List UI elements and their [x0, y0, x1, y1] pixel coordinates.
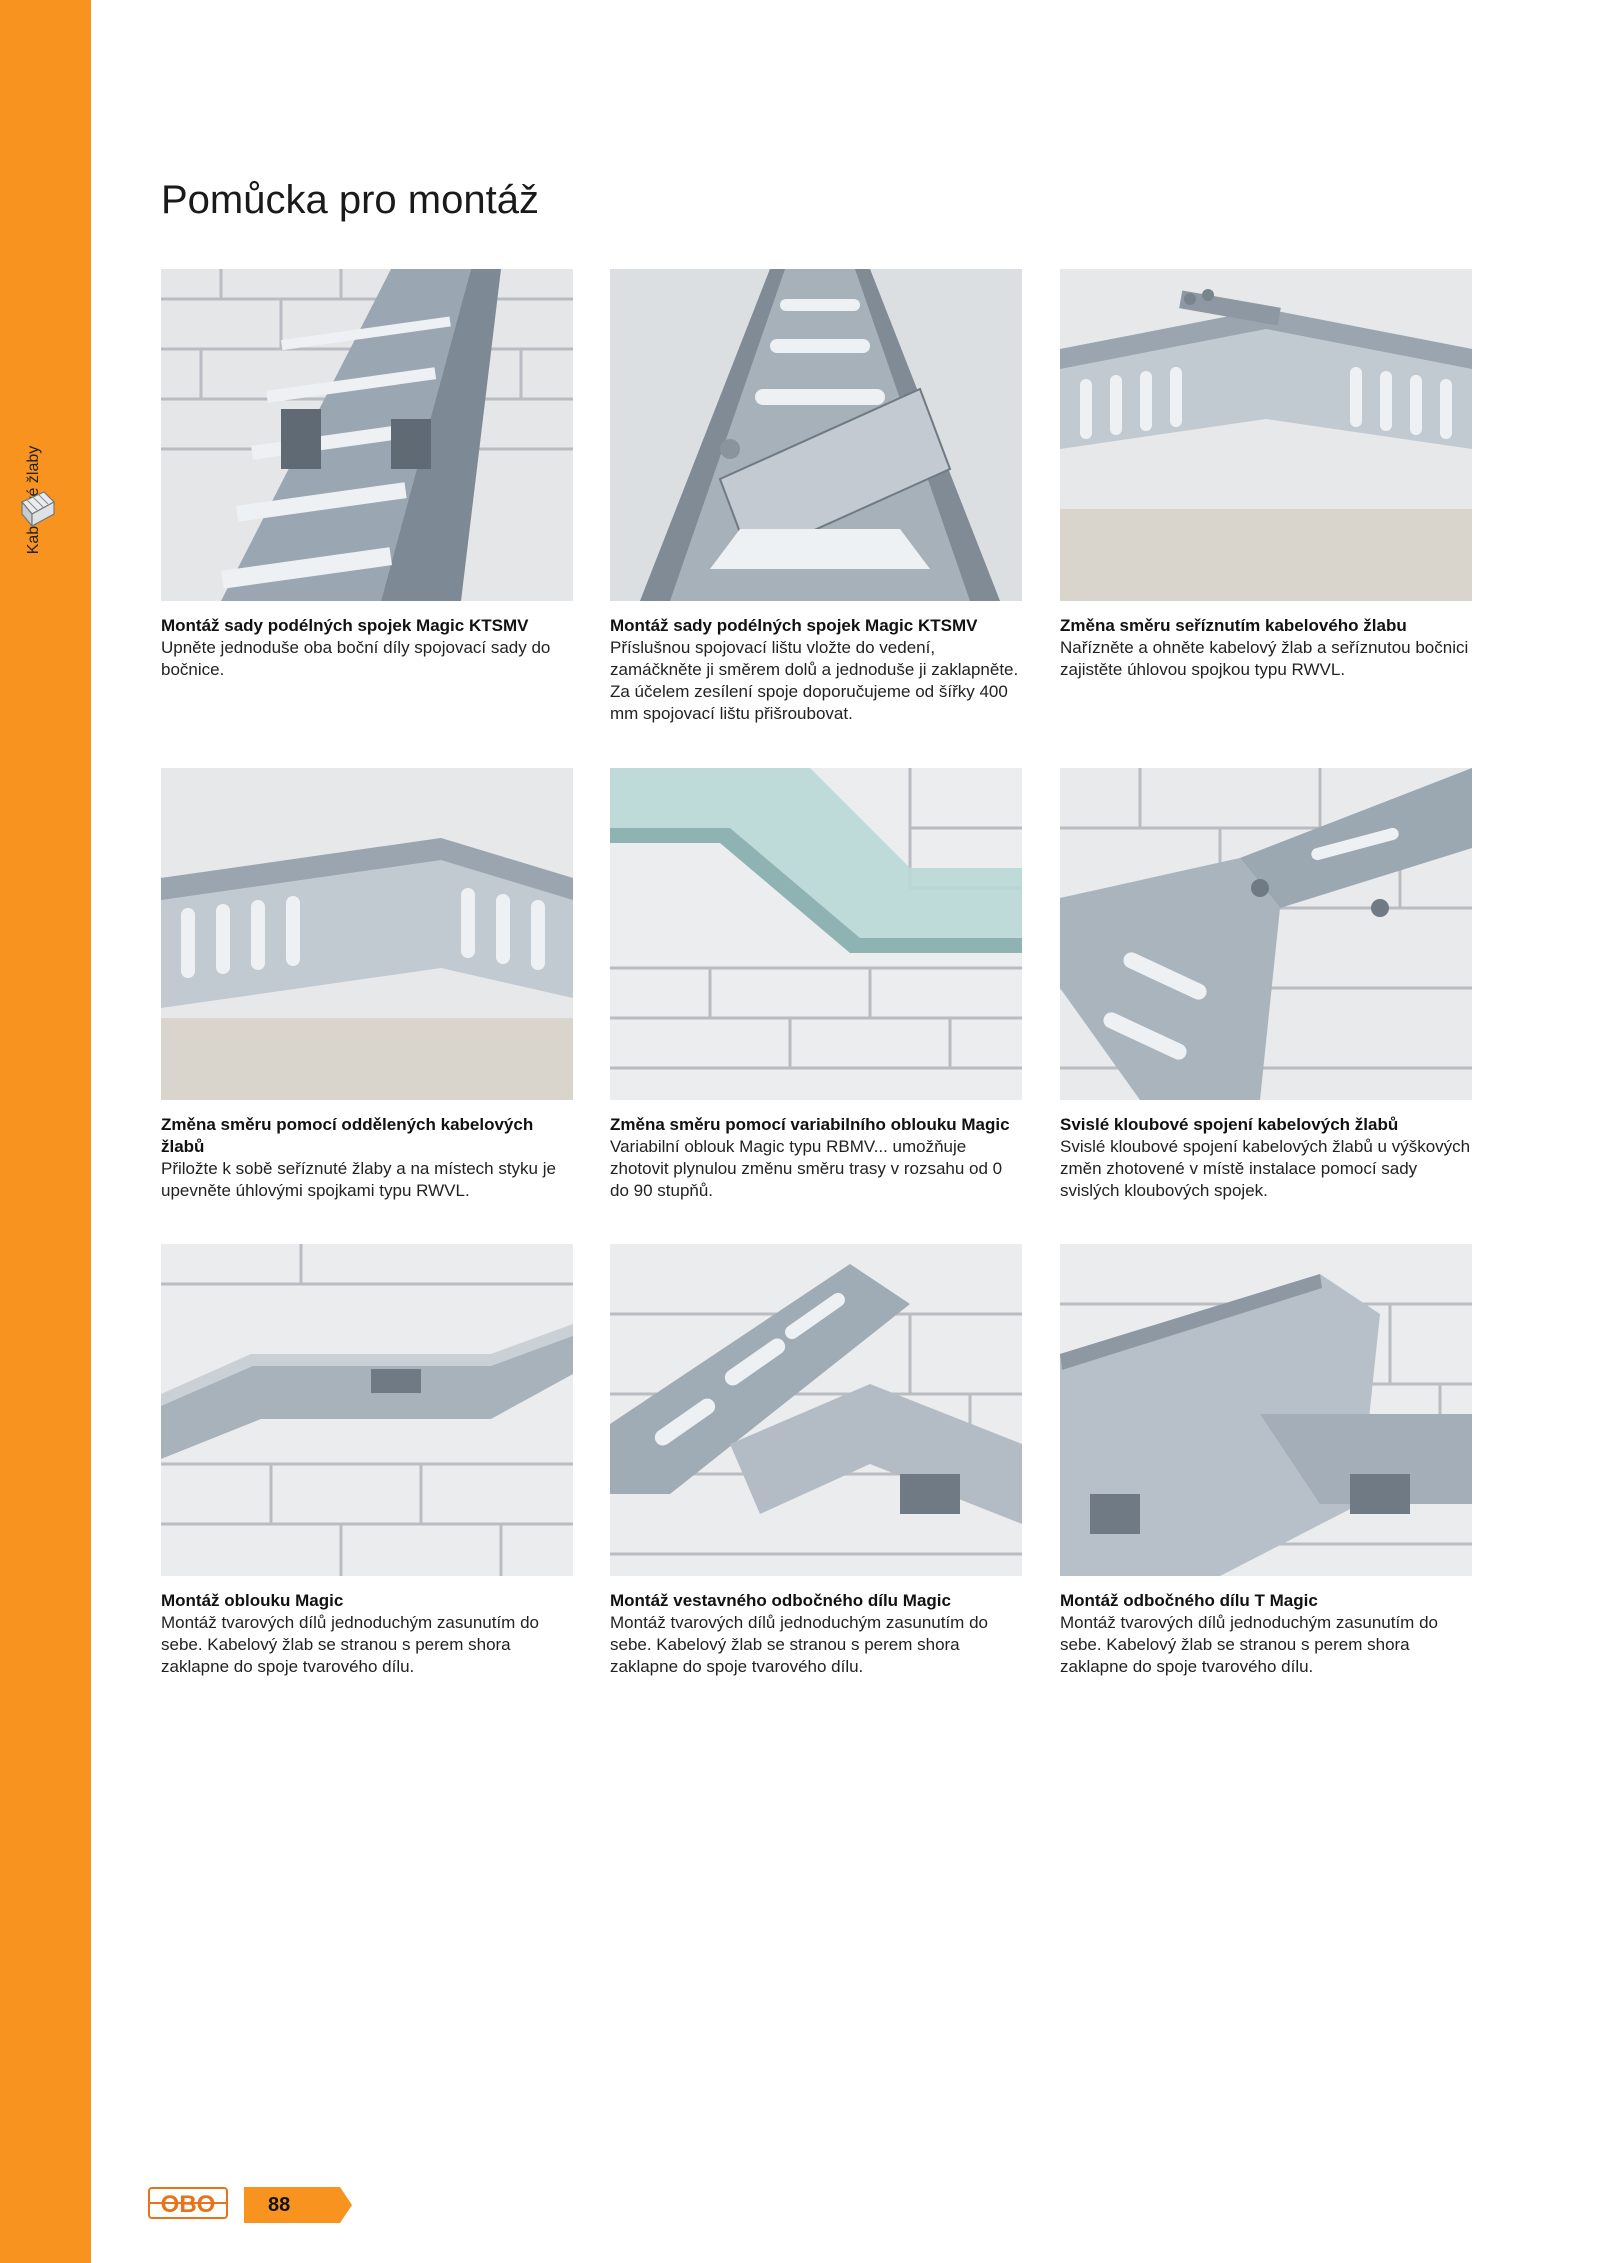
card-5	[610, 768, 1022, 1202]
photo-magic-bend	[161, 1244, 573, 1576]
card-text: Svislé kloubové spojení kabelových žlabů u výškových změn zhotovené v místě instalace pomocí sady svislých kloubových spojek.	[1060, 1137, 1471, 1200]
card-title: Montáž vestavného odbočného dílu Magic	[610, 1591, 951, 1610]
card-6	[1060, 768, 1472, 1202]
card-3	[1060, 269, 1472, 681]
card-title: Montáž sady podélných spojek Magic KTSMV	[610, 616, 978, 635]
card-4	[161, 768, 573, 1202]
card-text: Montáž tvarových dílů jednoduchým zasunutím do sebe. Kabelový žlab se stranou s perem shora zaklapne do spoje tvarového dílu.	[1060, 1613, 1438, 1676]
photo-longitudinal-connector-1	[161, 269, 573, 601]
card-text: Montáž tvarových dílů jednoduchým zasunutím do sebe. Kabelový žlab se stranou s perem shora zaklapne do spoje tvarového dílu.	[161, 1613, 539, 1676]
photo-t-branch	[1060, 1244, 1472, 1576]
card-title: Změna směru seříznutím kabelového žlabu	[1060, 616, 1407, 635]
page-number-tab	[244, 2187, 352, 2223]
page-title: Pomůcka pro montáž	[161, 178, 539, 222]
photo-separate-trays	[161, 768, 573, 1100]
card-2	[610, 269, 1022, 725]
side-bar	[0, 0, 91, 2263]
card-7	[161, 1244, 573, 1678]
card-text: Upněte jednoduše oba boční díly spojovací sady do bočnice.	[161, 638, 551, 679]
card-8	[610, 1244, 1022, 1678]
card-9	[1060, 1244, 1472, 1678]
card-text: Příslušnou spojovací lištu vložte do vedení, zamáčkněte ji směrem dolů a jednoduše ji zaklapněte. Za účelem zesílení spoje doporučujeme od šířky 400 mm spojovací lištu přišroubovat.	[610, 638, 1019, 723]
card-title: Montáž oblouku Magic	[161, 1591, 344, 1610]
card-text: Variabilní oblouk Magic typu RBMV... umožňuje zhotovit plynulou změnu směru trasy v rozsahu od 0 do 90 stupňů.	[610, 1137, 1003, 1200]
page-number: 88	[268, 2194, 291, 2216]
obo-logo	[148, 2187, 228, 2219]
card-title: Svislé kloubové spojení kabelových žlabů	[1060, 1115, 1399, 1134]
logo-text: OBO	[160, 2191, 216, 2218]
photo-variable-bend	[610, 768, 1022, 1100]
photo-cut-direction-change	[1060, 269, 1472, 601]
card-1	[161, 269, 573, 681]
photo-longitudinal-connector-2	[610, 269, 1022, 601]
card-title: Změna směru pomocí variabilního oblouku Magic	[610, 1115, 1010, 1134]
card-text: Přiložte k sobě seříznuté žlaby a na místech styku je upevněte úhlovými spojkami typu RWVL.	[161, 1159, 556, 1200]
card-title: Změna směru pomocí oddělených kabelových žlabů	[161, 1115, 534, 1156]
photo-builtin-branch	[610, 1244, 1022, 1576]
card-title: Montáž odbočného dílu T Magic	[1060, 1591, 1318, 1610]
cable-tray-icon	[18, 488, 56, 530]
card-title: Montáž sady podélných spojek Magic KTSMV	[161, 616, 529, 635]
photo-vertical-hinge	[1060, 768, 1472, 1100]
card-text: Nařízněte a ohněte kabelový žlab a seříznutou bočnici zajistěte úhlovou spojkou typu RWVL.	[1060, 638, 1469, 679]
card-text: Montáž tvarových dílů jednoduchým zasunutím do sebe. Kabelový žlab se stranou s perem shora zaklapne do spoje tvarového dílu.	[610, 1613, 988, 1676]
